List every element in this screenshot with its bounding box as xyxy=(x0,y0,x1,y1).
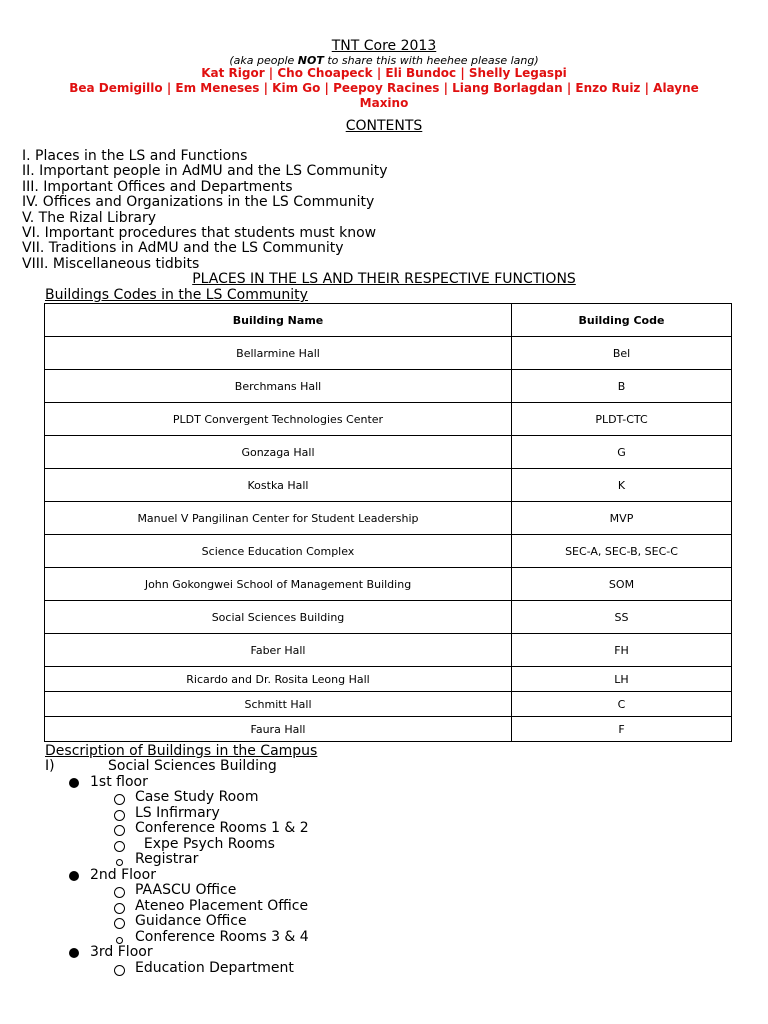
table-row xyxy=(45,502,732,535)
bullet-small-circle-icon xyxy=(116,937,123,944)
bullet-circle-icon xyxy=(114,918,125,929)
column-header-building-name: Building Name xyxy=(45,304,512,337)
building-name-cell: Berchmans Hall xyxy=(45,370,512,403)
room-label: LS Infirmary xyxy=(135,804,220,821)
members-line-1: Kat Rigor | Cho Choapeck | Eli Bundoc | Shelly Legaspi xyxy=(201,66,567,80)
building-descriptions-heading: Description of Buildings in the Campus xyxy=(45,743,318,759)
table-row xyxy=(45,469,732,502)
bullet-circle-icon xyxy=(114,887,125,898)
building-code-cell: FH xyxy=(512,634,732,667)
members-line-2: Bea Demigillo | Em Meneses | Kim Go | Peepoy Racines | Liang Borlagdan | Enzo Ruiz | Alayne xyxy=(69,81,699,95)
bullet-circle-icon xyxy=(114,841,125,852)
toc-item: II. Important people in AdMU and the LS Community xyxy=(22,163,388,180)
building-name-cell: Faura Hall xyxy=(45,717,512,742)
building-code-cell: G xyxy=(512,436,732,469)
building-code-cell: B xyxy=(512,370,732,403)
building-name-cell: Bellarmine Hall xyxy=(45,337,512,370)
building-code-cell: SOM xyxy=(512,568,732,601)
room-label: Ateneo Placement Office xyxy=(135,897,309,914)
toc-item: VI. Important procedures that students must know xyxy=(22,225,377,242)
building-name-cell: Science Education Complex xyxy=(45,535,512,568)
building-name-cell: PLDT Convergent Technologies Center xyxy=(45,403,512,436)
table-of-contents xyxy=(22,149,388,272)
table-row xyxy=(45,370,732,403)
building-name-cell: Kostka Hall xyxy=(45,469,512,502)
building-name-cell: Faber Hall xyxy=(45,634,512,667)
note-suffix: to share this with heehee please lang) xyxy=(323,54,539,67)
building-codes-table xyxy=(44,303,732,742)
building-code-cell: SEC-A, SEC-B, SEC-C xyxy=(512,535,732,568)
note-prefix: (aka people xyxy=(229,54,298,67)
bullet-circle-icon xyxy=(114,965,125,976)
table-row xyxy=(45,717,732,742)
bullet-circle-icon xyxy=(114,825,125,836)
contents-heading: CONTENTS xyxy=(345,118,423,134)
floor-label: 3rd Floor xyxy=(90,944,153,960)
building-code-cell: C xyxy=(512,692,732,717)
table-header-row xyxy=(45,304,732,337)
table-row xyxy=(45,403,732,436)
table-row xyxy=(45,436,732,469)
toc-item: VIII. Miscellaneous tidbits xyxy=(22,255,200,272)
building-code-cell: Bel xyxy=(512,337,732,370)
building-code-cell: K xyxy=(512,469,732,502)
building-name-cell: Social Sciences Building xyxy=(45,601,512,634)
table-row xyxy=(45,667,732,692)
members-line-3: Maxino xyxy=(359,96,409,110)
toc-item: V. The Rizal Library xyxy=(22,209,156,226)
toc-item: IV. Offices and Organizations in the LS Community xyxy=(22,194,375,211)
room-label: Expe Psych Rooms xyxy=(135,835,275,852)
building-name-cell: Schmitt Hall xyxy=(45,692,512,717)
bullet-dot-icon xyxy=(69,948,79,958)
building-code-cell: F xyxy=(512,717,732,742)
floor-label: 2nd Floor xyxy=(90,866,156,883)
room-label: Case Study Room xyxy=(135,789,259,805)
bullet-small-circle-icon xyxy=(116,859,123,866)
building-name-cell: Ricardo and Dr. Rosita Leong Hall xyxy=(45,667,512,692)
table-row xyxy=(45,568,732,601)
floor-label: 1st floor xyxy=(90,773,148,790)
room-label: Education Department xyxy=(135,959,294,976)
table-row xyxy=(45,337,732,370)
table-row xyxy=(45,634,732,667)
building-codes-heading: Buildings Codes in the LS Community xyxy=(45,287,308,303)
room-label: Conference Rooms 3 & 4 xyxy=(135,928,309,945)
document-title: TNT Core 2013 xyxy=(331,38,437,54)
toc-item: I. Places in the LS and Functions xyxy=(22,148,248,164)
building-name-cell: Gonzaga Hall xyxy=(45,436,512,469)
bullet-dot-icon xyxy=(69,871,79,881)
note-emphasis: NOT xyxy=(297,54,324,67)
building-code-cell: MVP xyxy=(512,502,732,535)
section-number: I) xyxy=(45,758,55,774)
column-header-building-code: Building Code xyxy=(512,304,732,337)
room-label: Guidance Office xyxy=(135,913,247,929)
table-row xyxy=(45,601,732,634)
room-label: PAASCU Office xyxy=(135,882,237,898)
toc-item: III. Important Offices and Departments xyxy=(22,178,293,195)
bullet-circle-icon xyxy=(114,794,125,805)
building-code-cell: LH xyxy=(512,667,732,692)
table-row xyxy=(45,535,732,568)
section-title: Social Sciences Building xyxy=(108,758,277,774)
table-row xyxy=(45,692,732,717)
room-label: Registrar xyxy=(135,851,199,867)
bullet-circle-icon xyxy=(114,810,125,821)
room-label: Conference Rooms 1 & 2 xyxy=(135,820,309,836)
toc-item: VII. Traditions in AdMU and the LS Community xyxy=(22,240,344,257)
bullet-circle-icon xyxy=(114,903,125,914)
core-members xyxy=(40,66,728,111)
building-code-cell: PLDT-CTC xyxy=(512,403,732,436)
building-name-cell: Manuel V Pangilinan Center for Student Leadership xyxy=(45,502,512,535)
building-name-cell: John Gokongwei School of Management Building xyxy=(45,568,512,601)
places-heading: PLACES IN THE LS AND THEIR RESPECTIVE FUNCTIONS xyxy=(192,271,576,287)
bullet-dot-icon xyxy=(69,778,79,788)
building-code-cell: SS xyxy=(512,601,732,634)
